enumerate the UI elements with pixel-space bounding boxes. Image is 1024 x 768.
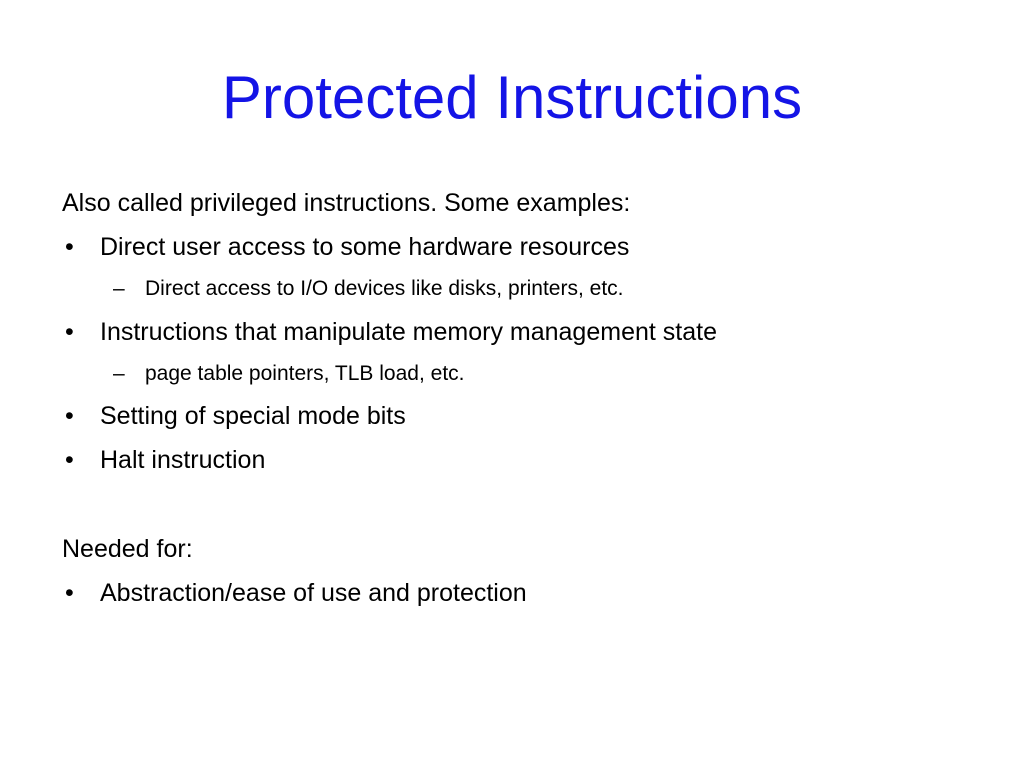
bullet-icon: •: [65, 446, 74, 474]
bullet-icon: •: [65, 318, 74, 346]
needed-for-heading: Needed for:: [62, 535, 193, 563]
sub-item-text: page table pointers, TLB load, etc.: [145, 362, 465, 385]
bullet-text: Direct user access to some hardware resources: [100, 233, 630, 261]
bullet-text: Halt instruction: [100, 446, 266, 474]
bullet-text: Instructions that manipulate memory management state: [100, 318, 717, 346]
dash-icon: –: [113, 277, 125, 300]
bullet-icon: •: [65, 233, 74, 261]
sub-item-text: Direct access to I/O devices like disks, printers, etc.: [145, 277, 624, 300]
bullet-icon: •: [65, 579, 74, 607]
bullet-text: Abstraction/ease of use and protection: [100, 579, 527, 607]
bullet-icon: •: [65, 402, 74, 430]
slide-title: Protected Instructions: [221, 64, 803, 131]
bullet-text: Setting of special mode bits: [100, 402, 406, 430]
dash-icon: –: [113, 362, 125, 385]
intro-text: Also called privileged instructions. Some examples:: [62, 189, 631, 217]
